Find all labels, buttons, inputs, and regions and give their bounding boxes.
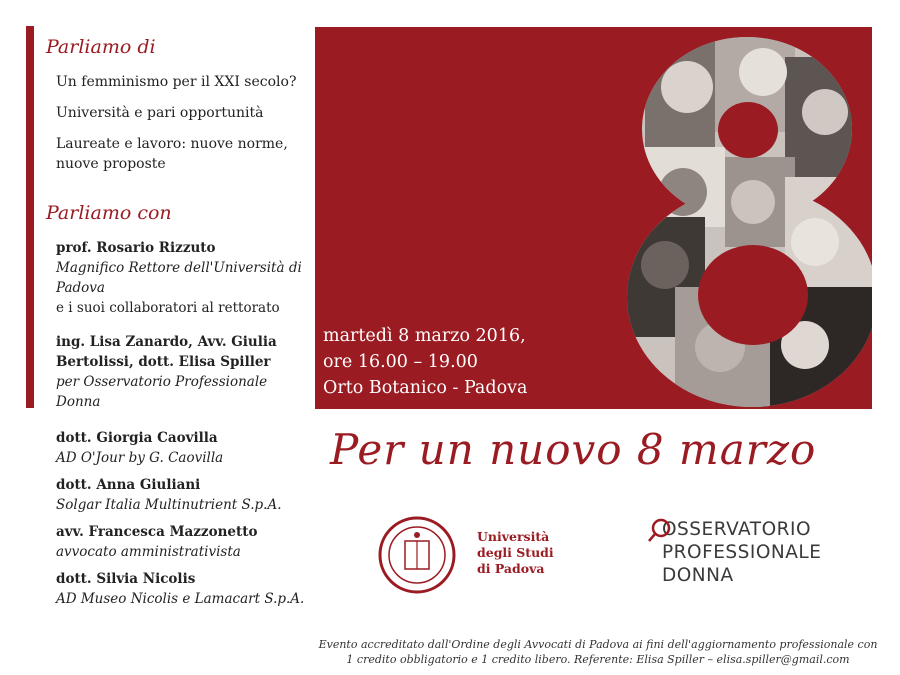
event-date: martedì 8 marzo 2016, [323, 326, 526, 346]
university-name [477, 529, 554, 577]
observatory-name-line: PROFESSIONALE [662, 542, 822, 563]
speaker-entry [56, 332, 306, 412]
university-seal-icon [375, 515, 467, 595]
speaker-entry [56, 238, 306, 318]
accent-bar [26, 26, 34, 408]
speaker-entry [56, 475, 306, 515]
speaker-name: ing. Lisa Zanardo, Avv. Giulia Bertolissi, dott. Elisa Spiller [56, 334, 277, 370]
speaker-extra: e i suoi collaboratori al rettorato [56, 300, 280, 316]
event-time: ore 16.00 – 19.00 [323, 352, 478, 372]
university-name-line: degli Studi [477, 545, 554, 560]
accreditation-note: Evento accreditato dall'Ordine degli Avvocati di Padova ai fini dell'aggiornamento professionale con 1 credito obbligatorio e 1 credito libero. Referente: Elisa Spiller – elisa.spiller@gmail.com [318, 638, 878, 666]
speakers-list [56, 238, 306, 616]
speakers-heading: Parliamo con [46, 202, 172, 224]
university-name-line: di Padova [477, 561, 545, 576]
speaker-role: AD O'Jour by G. Caovilla [56, 450, 224, 466]
event-place: Orto Botanico - Padova [323, 378, 528, 398]
university-logo [375, 515, 575, 595]
topic-item: Università e pari opportunità [56, 105, 264, 121]
speaker-name: prof. Rosario Rizzuto [56, 240, 216, 256]
speaker-name: dott. Anna Giuliani [56, 477, 201, 493]
speaker-role: per Osservatorio Professionale Donna [56, 374, 268, 410]
observatory-logo [648, 518, 848, 587]
speaker-role: AD Museo Nicolis e Lamacart S.p.A. [56, 591, 305, 607]
speaker-name: avv. Francesca Mazzonetto [56, 524, 258, 540]
observatory-name [648, 518, 848, 587]
topic-item: Laureate e lavoro: nuove norme, nuove proposte [56, 136, 288, 172]
speaker-role: avvocato amministrativista [56, 544, 241, 560]
speaker-role: Solgar Italia Multinutrient S.p.A. [56, 497, 282, 513]
speaker-name: dott. Silvia Nicolis [56, 571, 196, 587]
topics-heading: Parliamo di [46, 36, 156, 58]
magnifier-icon [648, 518, 672, 542]
speaker-entry [56, 522, 306, 562]
event-details [323, 323, 527, 401]
topics-list [56, 72, 306, 185]
university-name-line: Università [477, 529, 550, 544]
speaker-name: dott. Giorgia Caovilla [56, 430, 218, 446]
observatory-name-line: DONNA [662, 565, 734, 586]
observatory-name-line: OSSERVATORIO [662, 519, 812, 540]
topic-item: Un femminismo per il XXI secolo? [56, 74, 297, 90]
event-title: Per un nuovo 8 marzo [330, 425, 817, 474]
speaker-entry [56, 569, 306, 609]
hero-banner [315, 27, 872, 409]
speaker-role: Magnifico Rettore dell'Università di Padova [56, 260, 302, 296]
speaker-entry [56, 428, 306, 468]
